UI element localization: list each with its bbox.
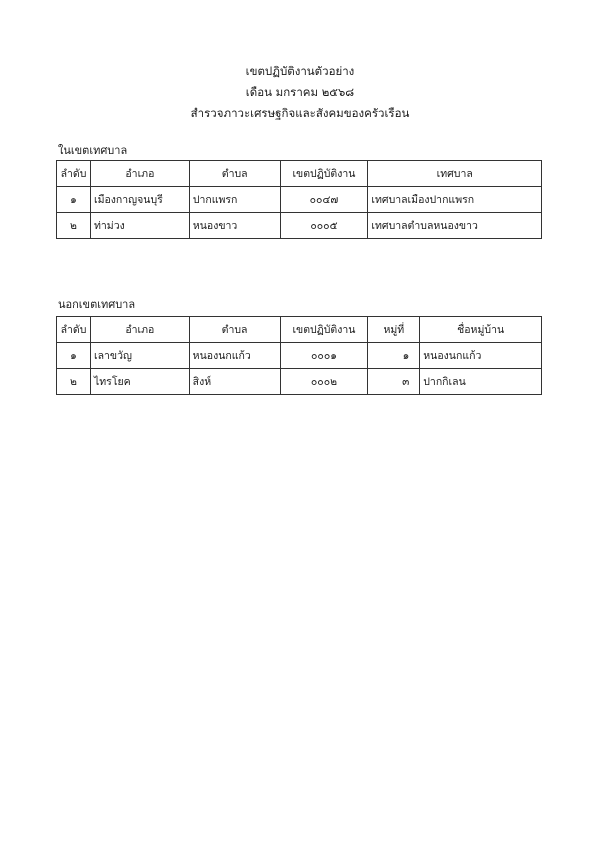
header-municipality: เทศบาล [368, 161, 542, 187]
cell-municipality: เทศบาลเมืองปากแพรก [368, 187, 542, 213]
table-header-row [57, 317, 542, 343]
cell-district: ไทรโยค [90, 369, 189, 395]
cell-district: เลาขวัญ [90, 343, 189, 369]
header-village-number: หมู่ที่ [368, 317, 420, 343]
cell-work-area: ๐๐๔๗ [280, 187, 368, 213]
table-row [57, 343, 542, 369]
cell-work-area: ๐๐๐๑ [280, 343, 368, 369]
header-subdistrict: ตำบล [189, 317, 280, 343]
header-work-area: เขตปฏิบัติงาน [280, 317, 368, 343]
document-title: เขตปฏิบัติงานตัวอย่าง [245, 64, 355, 78]
table-row [57, 369, 542, 395]
cell-subdistrict: หนองขาว [189, 213, 280, 239]
cell-village-number: ๓ [368, 369, 420, 395]
cell-order: ๑ [57, 343, 91, 369]
cell-district: ท่าม่วง [90, 213, 189, 239]
document-survey-name: สำรวจภาวะเศรษฐกิจและสังคมของครัวเรือน [190, 106, 410, 120]
table-header-row [57, 161, 542, 187]
cell-district: เมืองกาญจนบุรี [90, 187, 189, 213]
header-order: ลำดับ [57, 161, 91, 187]
header-district: อำเภอ [90, 317, 189, 343]
cell-order: ๒ [57, 369, 91, 395]
document-month: เดือน มกราคม ๒๕๖๘ [245, 85, 355, 99]
cell-municipality: เทศบาลตำบลหนองขาว [368, 213, 542, 239]
municipal-table [56, 160, 542, 239]
cell-order: ๒ [57, 213, 91, 239]
cell-work-area: ๐๐๐๒ [280, 369, 368, 395]
cell-work-area: ๐๐๐๕ [280, 213, 368, 239]
cell-subdistrict: หนองนกแก้ว [189, 343, 280, 369]
cell-village-name: หนองนกแก้ว [420, 343, 542, 369]
header-village-name: ชื่อหมู่บ้าน [420, 317, 542, 343]
header-district: อำเภอ [90, 161, 189, 187]
municipal-section-label: ในเขตเทศบาล [58, 144, 128, 157]
cell-subdistrict: ปากแพรก [189, 187, 280, 213]
header-subdistrict: ตำบล [189, 161, 280, 187]
table-row [57, 187, 542, 213]
header-order: ลำดับ [57, 317, 91, 343]
cell-village-number: ๑ [368, 343, 420, 369]
cell-subdistrict: สิงห์ [189, 369, 280, 395]
table-row [57, 213, 542, 239]
non-municipal-section-label: นอกเขตเทศบาล [58, 298, 136, 311]
cell-village-name: ปากกิเลน [420, 369, 542, 395]
non-municipal-table [56, 316, 542, 395]
cell-order: ๑ [57, 187, 91, 213]
header-work-area: เขตปฏิบัติงาน [280, 161, 368, 187]
